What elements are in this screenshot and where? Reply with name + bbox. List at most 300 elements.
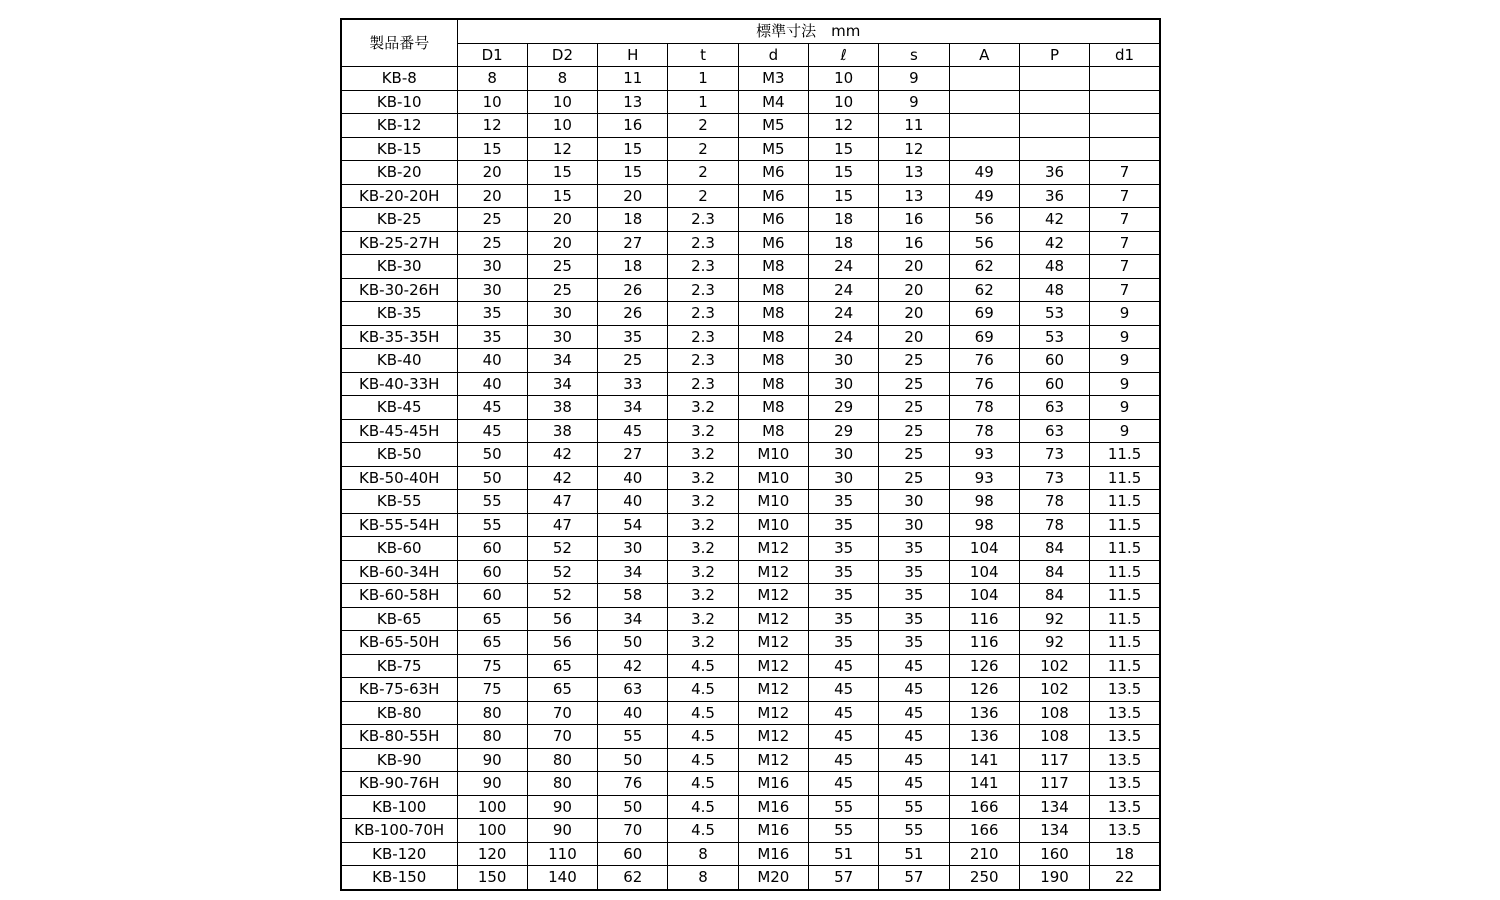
dimension-cell: 11.5 bbox=[1090, 607, 1160, 631]
dimension-cell: M10 bbox=[738, 466, 808, 490]
dimension-cell: 65 bbox=[527, 678, 597, 702]
column-header: ℓ bbox=[808, 43, 878, 67]
dimension-cell: 7 bbox=[1090, 161, 1160, 185]
dimension-cell: 2.3 bbox=[668, 278, 738, 302]
dimension-cell: 25 bbox=[879, 396, 949, 420]
column-header: P bbox=[1019, 43, 1089, 67]
column-header: D2 bbox=[527, 43, 597, 67]
dimension-cell: 29 bbox=[808, 396, 878, 420]
dimension-cell: 76 bbox=[949, 372, 1019, 396]
dimension-cell: 136 bbox=[949, 725, 1019, 749]
dimension-cell: 102 bbox=[1019, 654, 1089, 678]
table-row bbox=[341, 819, 1160, 843]
dimension-cell: 40 bbox=[457, 372, 527, 396]
dimension-cell: 18 bbox=[598, 255, 668, 279]
dimension-cell: 13.5 bbox=[1090, 725, 1160, 749]
dimension-cell: M20 bbox=[738, 866, 808, 890]
dimension-cell: 84 bbox=[1019, 584, 1089, 608]
dimension-cell: 26 bbox=[598, 278, 668, 302]
table-row bbox=[341, 419, 1160, 443]
product-number-cell: KB-25-27H bbox=[341, 231, 457, 255]
product-number-cell: KB-50-40H bbox=[341, 466, 457, 490]
dimension-cell: 104 bbox=[949, 560, 1019, 584]
dimension-cell: 48 bbox=[1019, 255, 1089, 279]
dimension-cell: 52 bbox=[527, 584, 597, 608]
dimension-cell: 45 bbox=[808, 748, 878, 772]
dimension-cell: 134 bbox=[1019, 795, 1089, 819]
dimension-cell: 104 bbox=[949, 584, 1019, 608]
dimension-cell: 2 bbox=[668, 114, 738, 138]
dimension-cell: 45 bbox=[808, 772, 878, 796]
dimension-cell: 2.3 bbox=[668, 208, 738, 232]
dimension-cell: 69 bbox=[949, 302, 1019, 326]
dimension-cell: 20 bbox=[598, 184, 668, 208]
product-number-cell: KB-100 bbox=[341, 795, 457, 819]
product-number-cell: KB-75 bbox=[341, 654, 457, 678]
table-row bbox=[341, 748, 1160, 772]
dimension-cell: 65 bbox=[527, 654, 597, 678]
dimension-cell: 42 bbox=[1019, 231, 1089, 255]
dimension-cell: 92 bbox=[1019, 631, 1089, 655]
dimension-cell: M12 bbox=[738, 537, 808, 561]
dimension-cell: 30 bbox=[457, 255, 527, 279]
dimension-cell: M16 bbox=[738, 795, 808, 819]
dimension-cell: 15 bbox=[598, 161, 668, 185]
dimension-cell: 13 bbox=[598, 90, 668, 114]
dimension-cell: 75 bbox=[457, 654, 527, 678]
dimension-cell: 4.5 bbox=[668, 701, 738, 725]
dimension-cell: 42 bbox=[527, 443, 597, 467]
dimension-cell: M10 bbox=[738, 490, 808, 514]
dimension-cell bbox=[1019, 90, 1089, 114]
dimension-cell: 30 bbox=[808, 443, 878, 467]
dimension-cell: 55 bbox=[808, 819, 878, 843]
dimension-cell: 20 bbox=[457, 161, 527, 185]
table-row bbox=[341, 349, 1160, 373]
dimension-cell: 20 bbox=[527, 208, 597, 232]
dimension-cell: 45 bbox=[808, 678, 878, 702]
dimension-cell: 15 bbox=[808, 161, 878, 185]
dimension-cell: 35 bbox=[808, 537, 878, 561]
dimension-cell: 55 bbox=[879, 795, 949, 819]
dimension-cell: 80 bbox=[527, 748, 597, 772]
table-row bbox=[341, 90, 1160, 114]
dimension-cell: 54 bbox=[598, 513, 668, 537]
dimension-cell: 15 bbox=[808, 184, 878, 208]
dimension-cell: 52 bbox=[527, 560, 597, 584]
dimension-cell: 2.3 bbox=[668, 231, 738, 255]
dimension-cell: 2.3 bbox=[668, 302, 738, 326]
dimension-cell: 24 bbox=[808, 255, 878, 279]
product-number-cell: KB-35 bbox=[341, 302, 457, 326]
dimension-cell: 117 bbox=[1019, 748, 1089, 772]
dimension-cell: 35 bbox=[457, 325, 527, 349]
table-row bbox=[341, 631, 1160, 655]
column-header: t bbox=[668, 43, 738, 67]
dimension-cell: 11 bbox=[598, 67, 668, 91]
product-number-cell: KB-65 bbox=[341, 607, 457, 631]
product-number-cell: KB-40 bbox=[341, 349, 457, 373]
product-number-cell: KB-55-54H bbox=[341, 513, 457, 537]
dimension-cell: M12 bbox=[738, 701, 808, 725]
dimension-cell: 136 bbox=[949, 701, 1019, 725]
dimension-cell: 60 bbox=[1019, 349, 1089, 373]
dimension-cell bbox=[1090, 90, 1160, 114]
dimension-cell: 78 bbox=[949, 419, 1019, 443]
dimension-cell: 93 bbox=[949, 466, 1019, 490]
dimension-cell: 70 bbox=[527, 701, 597, 725]
dimension-cell: M8 bbox=[738, 396, 808, 420]
table-row bbox=[341, 537, 1160, 561]
dimension-cell: 13.5 bbox=[1090, 701, 1160, 725]
dimension-cell: 166 bbox=[949, 795, 1019, 819]
table-row bbox=[341, 443, 1160, 467]
dimension-cell: 24 bbox=[808, 278, 878, 302]
dimension-cell: 70 bbox=[598, 819, 668, 843]
dimension-cell: M6 bbox=[738, 161, 808, 185]
dimension-cell bbox=[1090, 67, 1160, 91]
dimension-cell: 16 bbox=[598, 114, 668, 138]
dimension-cell: M8 bbox=[738, 255, 808, 279]
dimension-cell: 13.5 bbox=[1090, 772, 1160, 796]
dimension-cell: 90 bbox=[457, 772, 527, 796]
dimension-cell: M8 bbox=[738, 325, 808, 349]
product-number-cell: KB-45-45H bbox=[341, 419, 457, 443]
dimension-cell: 38 bbox=[527, 396, 597, 420]
table-row bbox=[341, 560, 1160, 584]
table-row bbox=[341, 490, 1160, 514]
dimension-cell: 30 bbox=[808, 349, 878, 373]
dimension-cell: 45 bbox=[879, 772, 949, 796]
dimension-cell: 7 bbox=[1090, 184, 1160, 208]
dimension-cell bbox=[1019, 137, 1089, 161]
dimension-cell bbox=[1019, 67, 1089, 91]
dimension-cell: 10 bbox=[457, 90, 527, 114]
product-number-cell: KB-100-70H bbox=[341, 819, 457, 843]
product-number-cell: KB-90 bbox=[341, 748, 457, 772]
dimension-cell: 126 bbox=[949, 678, 1019, 702]
product-number-cell: KB-30-26H bbox=[341, 278, 457, 302]
dimension-cell: 35 bbox=[879, 584, 949, 608]
dimension-cell: M6 bbox=[738, 208, 808, 232]
dimension-cell: 55 bbox=[879, 819, 949, 843]
dimension-cell: 76 bbox=[598, 772, 668, 796]
table-row bbox=[341, 114, 1160, 138]
dimension-cell: 36 bbox=[1019, 161, 1089, 185]
dimension-cell: 40 bbox=[598, 701, 668, 725]
dimension-cell: 25 bbox=[527, 255, 597, 279]
dimension-cell: 73 bbox=[1019, 466, 1089, 490]
dimension-table-container bbox=[340, 18, 1161, 891]
dimension-cell: 2.3 bbox=[668, 255, 738, 279]
dimension-cell: 34 bbox=[527, 372, 597, 396]
dimension-cell: M8 bbox=[738, 372, 808, 396]
header-row-group bbox=[341, 19, 1160, 43]
product-number-cell: KB-65-50H bbox=[341, 631, 457, 655]
dimension-cell: 11.5 bbox=[1090, 466, 1160, 490]
dimension-cell: 45 bbox=[879, 725, 949, 749]
dimension-cell: 80 bbox=[457, 701, 527, 725]
dimension-cell: 60 bbox=[1019, 372, 1089, 396]
dimension-cell: 35 bbox=[808, 584, 878, 608]
dimension-cell: 22 bbox=[1090, 866, 1160, 890]
table-row bbox=[341, 372, 1160, 396]
product-number-cell: KB-8 bbox=[341, 67, 457, 91]
dimension-cell: 134 bbox=[1019, 819, 1089, 843]
dimension-cell: 110 bbox=[527, 842, 597, 866]
dimension-cell: 50 bbox=[457, 443, 527, 467]
dimension-cell: 10 bbox=[527, 114, 597, 138]
dimension-cell: 3.2 bbox=[668, 490, 738, 514]
dimension-cell: 20 bbox=[879, 278, 949, 302]
dimension-cell bbox=[949, 114, 1019, 138]
dimension-cell: 76 bbox=[949, 349, 1019, 373]
dimension-cell: 42 bbox=[598, 654, 668, 678]
dimension-cell: 50 bbox=[598, 748, 668, 772]
dimension-cell bbox=[1019, 114, 1089, 138]
dimension-cell: 84 bbox=[1019, 537, 1089, 561]
dimension-cell: M8 bbox=[738, 302, 808, 326]
dimension-cell: M12 bbox=[738, 607, 808, 631]
dimension-cell: 35 bbox=[808, 631, 878, 655]
dimension-cell: 3.2 bbox=[668, 513, 738, 537]
dimension-cell: 3.2 bbox=[668, 607, 738, 631]
dimension-cell: 9 bbox=[879, 90, 949, 114]
dimension-cell: 55 bbox=[808, 795, 878, 819]
dimension-cell: 45 bbox=[879, 701, 949, 725]
table-row bbox=[341, 137, 1160, 161]
dimension-cell: M8 bbox=[738, 349, 808, 373]
product-number-cell: KB-90-76H bbox=[341, 772, 457, 796]
dimension-cell: M12 bbox=[738, 678, 808, 702]
dimension-cell: 45 bbox=[808, 701, 878, 725]
dimension-cell: 12 bbox=[457, 114, 527, 138]
product-number-header: 製品番号 bbox=[341, 19, 457, 67]
table-row bbox=[341, 866, 1160, 890]
dimension-cell: 56 bbox=[527, 631, 597, 655]
dimension-cell: 15 bbox=[808, 137, 878, 161]
product-number-cell: KB-75-63H bbox=[341, 678, 457, 702]
dimension-cell: 42 bbox=[527, 466, 597, 490]
dimension-cell: M8 bbox=[738, 278, 808, 302]
dimension-cell: 16 bbox=[879, 231, 949, 255]
dimension-cell: 30 bbox=[457, 278, 527, 302]
dimension-cell: 42 bbox=[1019, 208, 1089, 232]
dimension-cell: 30 bbox=[879, 513, 949, 537]
dimension-cell: 78 bbox=[1019, 513, 1089, 537]
dimension-cell: M16 bbox=[738, 819, 808, 843]
dimension-cell: 34 bbox=[598, 560, 668, 584]
dimension-cell: 80 bbox=[527, 772, 597, 796]
dimension-cell: 26 bbox=[598, 302, 668, 326]
table-row bbox=[341, 584, 1160, 608]
dimension-cell: 20 bbox=[879, 255, 949, 279]
dimension-cell: 250 bbox=[949, 866, 1019, 890]
dimension-cell: 35 bbox=[879, 607, 949, 631]
dimension-cell: 35 bbox=[808, 607, 878, 631]
column-header-row bbox=[341, 43, 1160, 67]
product-number-cell: KB-150 bbox=[341, 866, 457, 890]
dimension-cell: 29 bbox=[808, 419, 878, 443]
dimension-cell: 15 bbox=[527, 161, 597, 185]
dimension-cell: M12 bbox=[738, 560, 808, 584]
dimension-cell: 18 bbox=[1090, 842, 1160, 866]
dimension-cell: 2.3 bbox=[668, 349, 738, 373]
dimension-cell: 80 bbox=[457, 725, 527, 749]
dimension-cell: 20 bbox=[457, 184, 527, 208]
table-row bbox=[341, 161, 1160, 185]
dimension-cell: 120 bbox=[457, 842, 527, 866]
table-row bbox=[341, 795, 1160, 819]
dimension-cell: 15 bbox=[457, 137, 527, 161]
product-number-cell: KB-60-58H bbox=[341, 584, 457, 608]
dimension-cell: 13 bbox=[879, 161, 949, 185]
dimension-cell: 53 bbox=[1019, 325, 1089, 349]
dimension-cell: 50 bbox=[457, 466, 527, 490]
product-number-cell: KB-60-34H bbox=[341, 560, 457, 584]
dimension-cell: 45 bbox=[457, 419, 527, 443]
dimension-cell: 11.5 bbox=[1090, 537, 1160, 561]
dimension-cell: M4 bbox=[738, 90, 808, 114]
dimension-cell: 11.5 bbox=[1090, 513, 1160, 537]
table-row bbox=[341, 678, 1160, 702]
dimension-cell: 45 bbox=[808, 654, 878, 678]
dimension-cell: 8 bbox=[457, 67, 527, 91]
dimension-cell: 20 bbox=[879, 302, 949, 326]
dimension-cell: 55 bbox=[457, 490, 527, 514]
dimension-cell: 84 bbox=[1019, 560, 1089, 584]
table-row bbox=[341, 278, 1160, 302]
table-row bbox=[341, 396, 1160, 420]
dimension-cell: 57 bbox=[808, 866, 878, 890]
dimension-cell: 90 bbox=[527, 795, 597, 819]
product-number-cell: KB-55 bbox=[341, 490, 457, 514]
dimension-cell: 56 bbox=[949, 231, 1019, 255]
dimension-cell: 190 bbox=[1019, 866, 1089, 890]
table-row bbox=[341, 231, 1160, 255]
column-header: s bbox=[879, 43, 949, 67]
dimension-cell: 65 bbox=[457, 607, 527, 631]
dimension-cell: M12 bbox=[738, 725, 808, 749]
dimension-cell: 55 bbox=[598, 725, 668, 749]
dimension-cell: 116 bbox=[949, 631, 1019, 655]
dimension-cell: 4.5 bbox=[668, 795, 738, 819]
dimension-cell: M16 bbox=[738, 842, 808, 866]
dimension-cell: 12 bbox=[527, 137, 597, 161]
dimension-cell: 12 bbox=[879, 137, 949, 161]
dimension-cell: 116 bbox=[949, 607, 1019, 631]
dimension-cell: 65 bbox=[457, 631, 527, 655]
dimension-cell: 3.2 bbox=[668, 443, 738, 467]
dimension-cell: 35 bbox=[808, 490, 878, 514]
dimension-cell: 53 bbox=[1019, 302, 1089, 326]
dimension-cell: 18 bbox=[598, 208, 668, 232]
product-number-cell: KB-20 bbox=[341, 161, 457, 185]
dimension-cell: 13.5 bbox=[1090, 678, 1160, 702]
dimension-cell: 13 bbox=[879, 184, 949, 208]
dimension-cell: 73 bbox=[1019, 443, 1089, 467]
dimension-cell: 34 bbox=[598, 607, 668, 631]
dimension-cell: 62 bbox=[598, 866, 668, 890]
product-number-cell: KB-45 bbox=[341, 396, 457, 420]
dimension-cell: M12 bbox=[738, 748, 808, 772]
dimension-cell: 30 bbox=[527, 302, 597, 326]
dimension-cell: 78 bbox=[949, 396, 1019, 420]
dimension-cell: 60 bbox=[457, 584, 527, 608]
dimension-cell: 1 bbox=[668, 90, 738, 114]
dimension-cell: 34 bbox=[598, 396, 668, 420]
dimension-cell: 30 bbox=[527, 325, 597, 349]
dimension-cell: 9 bbox=[1090, 419, 1160, 443]
dimension-cell: 78 bbox=[1019, 490, 1089, 514]
dimension-cell: 150 bbox=[457, 866, 527, 890]
dimension-cell bbox=[1090, 137, 1160, 161]
dimension-cell: 45 bbox=[879, 654, 949, 678]
dimension-cell: 166 bbox=[949, 819, 1019, 843]
dimension-cell: 9 bbox=[1090, 302, 1160, 326]
dimension-cell: 24 bbox=[808, 302, 878, 326]
column-header: D1 bbox=[457, 43, 527, 67]
table-row bbox=[341, 654, 1160, 678]
dimension-cell: 34 bbox=[527, 349, 597, 373]
product-number-cell: KB-60 bbox=[341, 537, 457, 561]
dimension-cell: 25 bbox=[457, 231, 527, 255]
dimension-cell: 45 bbox=[808, 725, 878, 749]
table-body bbox=[341, 67, 1160, 890]
dimension-cell: 56 bbox=[527, 607, 597, 631]
dimension-cell: 57 bbox=[879, 866, 949, 890]
dimension-cell: 13.5 bbox=[1090, 819, 1160, 843]
dimension-cell: 11.5 bbox=[1090, 443, 1160, 467]
table-row bbox=[341, 607, 1160, 631]
dimension-cell: 8 bbox=[668, 842, 738, 866]
dimension-cell: 35 bbox=[808, 513, 878, 537]
dimension-cell: 49 bbox=[949, 184, 1019, 208]
table-row bbox=[341, 466, 1160, 490]
product-number-cell: KB-80 bbox=[341, 701, 457, 725]
dimension-cell: 62 bbox=[949, 255, 1019, 279]
dimension-cell: 20 bbox=[527, 231, 597, 255]
dimension-cell: 16 bbox=[879, 208, 949, 232]
dimension-cell: 40 bbox=[598, 490, 668, 514]
product-number-cell: KB-120 bbox=[341, 842, 457, 866]
dimension-cell: 36 bbox=[1019, 184, 1089, 208]
dimension-cell: 56 bbox=[949, 208, 1019, 232]
dimension-cell: M6 bbox=[738, 231, 808, 255]
dimension-cell: 117 bbox=[1019, 772, 1089, 796]
dimension-cell: 30 bbox=[808, 466, 878, 490]
dimension-cell: 102 bbox=[1019, 678, 1089, 702]
dimension-cell: 40 bbox=[457, 349, 527, 373]
product-number-cell: KB-20-20H bbox=[341, 184, 457, 208]
dimension-cell bbox=[949, 67, 1019, 91]
dimension-cell: 25 bbox=[527, 278, 597, 302]
dimension-cell: 60 bbox=[457, 560, 527, 584]
dimension-cell: 141 bbox=[949, 772, 1019, 796]
dimension-cell: M6 bbox=[738, 184, 808, 208]
dimension-cell: 38 bbox=[527, 419, 597, 443]
dimension-cell: 3.2 bbox=[668, 466, 738, 490]
dimension-cell: 15 bbox=[598, 137, 668, 161]
dimension-cell: 2.3 bbox=[668, 372, 738, 396]
dimension-cell: 50 bbox=[598, 631, 668, 655]
dimension-cell: 9 bbox=[1090, 396, 1160, 420]
dimension-cell: 33 bbox=[598, 372, 668, 396]
dimension-cell: M10 bbox=[738, 513, 808, 537]
dimension-cell: 4.5 bbox=[668, 772, 738, 796]
dimension-cell: 11.5 bbox=[1090, 490, 1160, 514]
dimension-cell: 35 bbox=[808, 560, 878, 584]
